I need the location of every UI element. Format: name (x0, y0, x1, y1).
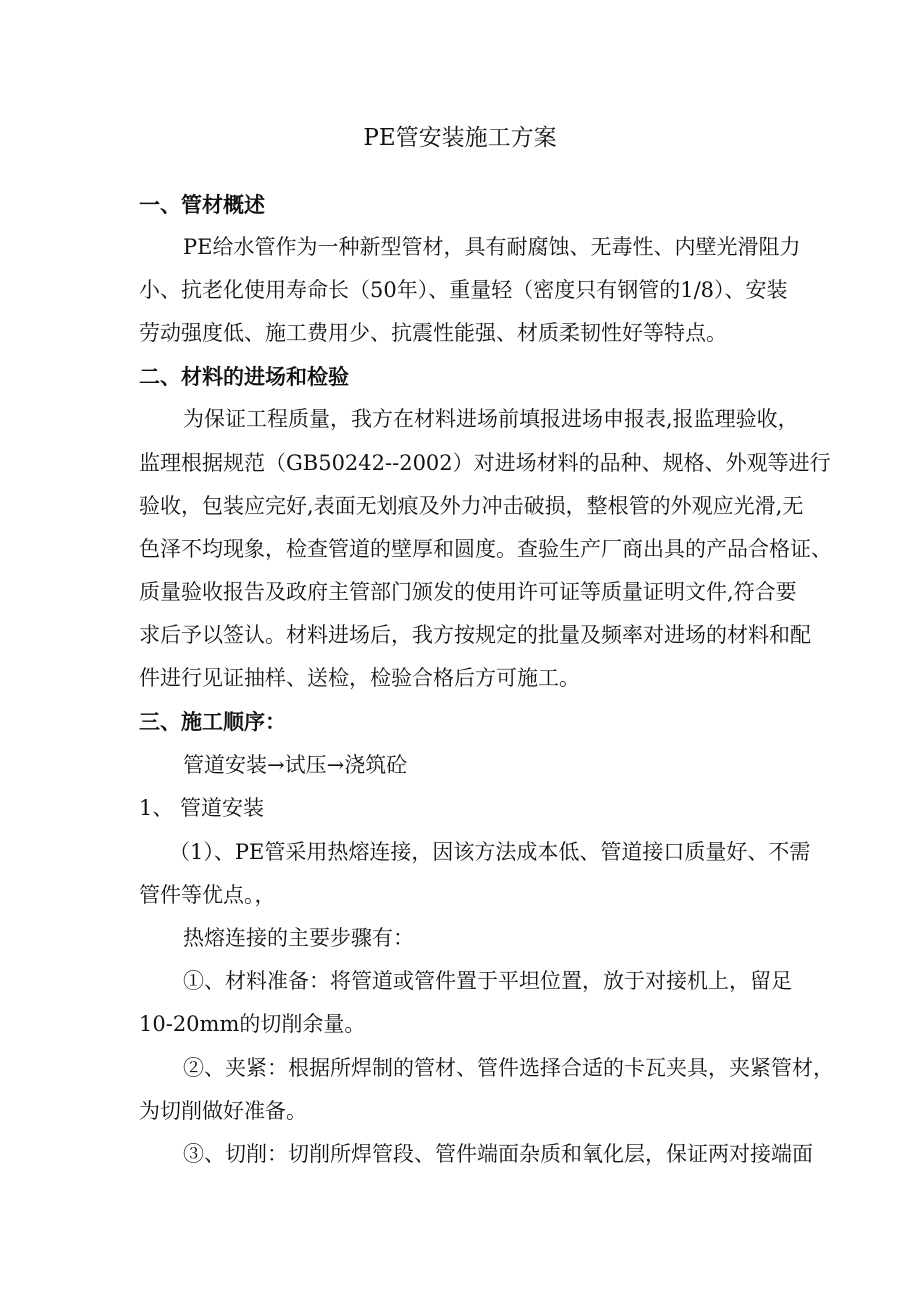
paragraph-line: 质量验收报告及政府主管部门颁发的使用许可证等质量证明文件,符合要 (139, 580, 797, 604)
paragraph-line: （1）、PE管采用热熔连接，因该方法成本低、管道接口质量好、不需 (169, 840, 811, 864)
step-line: ③、切削：切削所焊管段、管件端面杂质和氧化层，保证两对接端面 (183, 1142, 813, 1166)
paragraph-line: PE给水管作为一种新型管材，具有耐腐蚀、无毒性、内壁光滑阻力 (183, 235, 801, 259)
paragraph-line: 小、抗老化使用寿命长（50年）、重量轻（密度只有钢管的1/8）、安装 (139, 278, 788, 302)
step-line: ②、夹紧：根据所焊制的管材、管件选择合适的卡瓦夹具，夹紧管材， (183, 1056, 834, 1080)
paragraph-line: 件进行见证抽样、送检，检验合格后方可施工。 (139, 666, 580, 690)
section-heading-overview: 一、管材概述 (139, 192, 265, 217)
paragraph-line: 管件等优点。， (139, 883, 276, 907)
document-title: PE管安装施工方案 (363, 125, 557, 151)
paragraph-line: 验收，包装应完好,表面无划痕及外力冲击破损，整根管的外观应光滑,无 (139, 494, 804, 518)
sequence-line: 管道安装→试压→浇筑砼 (183, 753, 408, 777)
steps-intro: 热熔连接的主要步骤有： (183, 926, 414, 950)
step-line: ①、材料准备：将管道或管件置于平坦位置，放于对接机上，留足 (183, 969, 792, 993)
step-line: 10-20mm的切削余量。 (139, 1012, 366, 1036)
section-heading-materials: 二、材料的进场和检验 (139, 364, 349, 389)
item-heading-pipe-install: 1、 管道安装 (139, 796, 265, 820)
step-line: 为切削做好准备。 (139, 1099, 307, 1123)
section-heading-sequence: 三、施工顺序： (139, 709, 286, 734)
paragraph-line: 劳动强度低、施工费用少、抗震性能强、材质柔韧性好等特点。 (139, 321, 727, 345)
paragraph-line: 求后予以签认。材料进场后，我方按规定的批量及频率对进场的材料和配 (139, 623, 811, 647)
paragraph-line: 色泽不均现象，检查管道的壁厚和圆度。查验生产厂商出具的产品合格证、 (139, 537, 832, 561)
paragraph-line: 为保证工程质量，我方在材料进场前填报进场申报表,报监理验收， (183, 407, 799, 431)
paragraph-line: 监理根据规范（GB50242--2002）对进场材料的品种、规格、外观等进行 (139, 451, 831, 475)
